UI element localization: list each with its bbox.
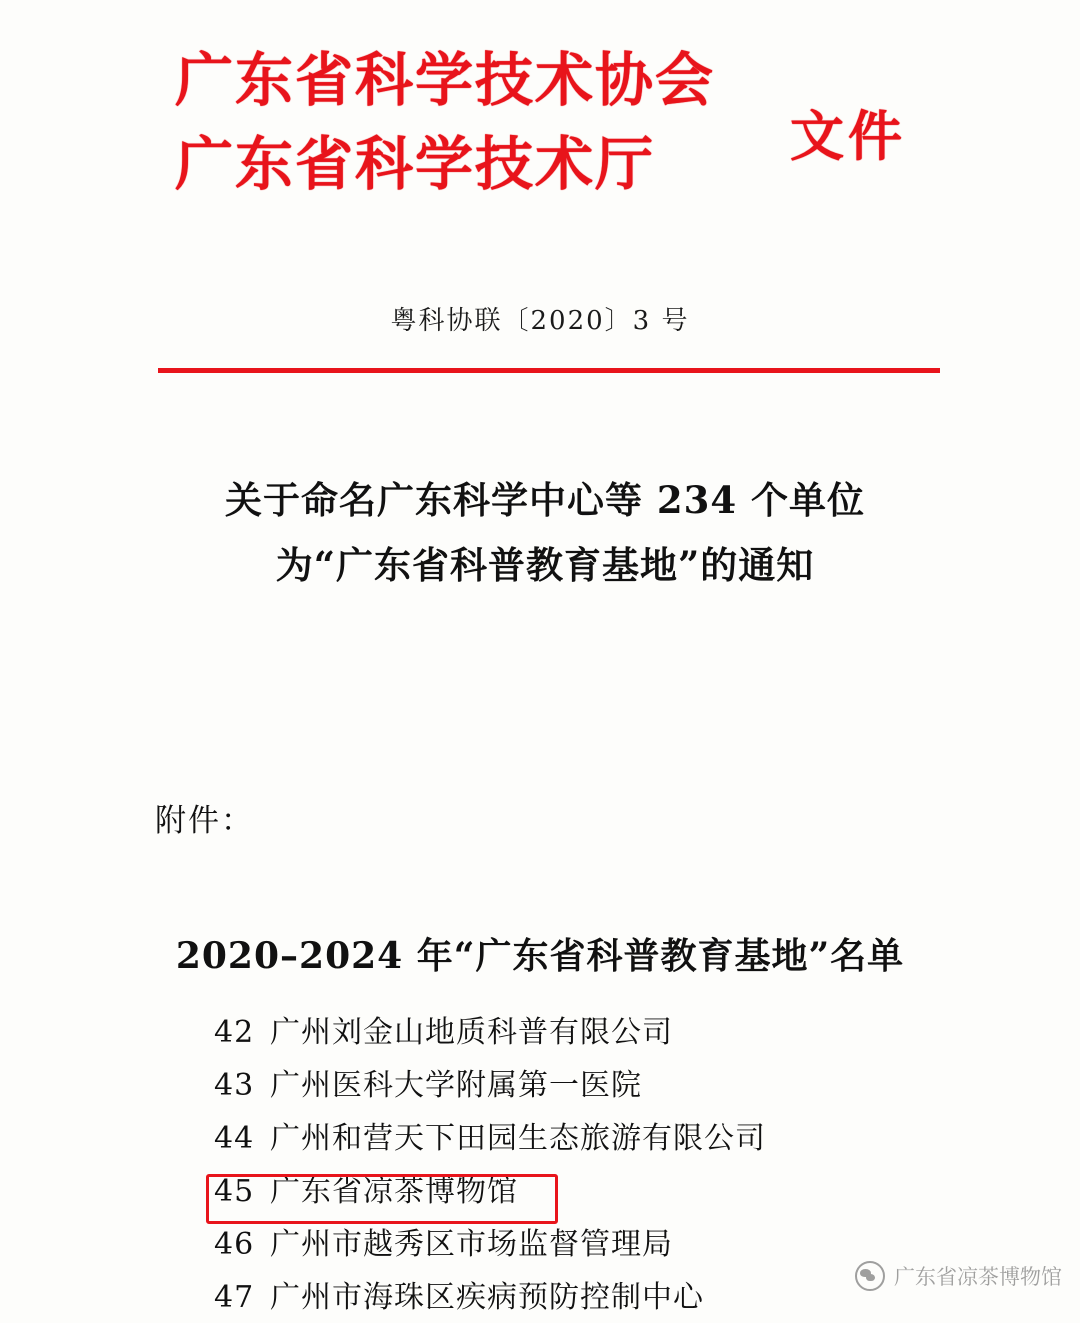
masthead-line-2: 广东省科学技术厅 — [175, 130, 656, 199]
masthead-document-word: 文件 — [790, 104, 906, 168]
list-item — [214, 1015, 914, 1071]
wechat-icon — [855, 1261, 885, 1291]
list-heading: 2020–2024 年“广东省科普教育基地”名单 — [175, 935, 905, 977]
document-masthead — [0, 28, 1080, 228]
watermark-badge — [855, 1261, 1062, 1291]
document-title — [150, 468, 940, 598]
list-item-label: 广州刘金山地质科普有限公司 — [270, 1015, 673, 1050]
red-divider-rule — [158, 368, 940, 373]
list-item-number: 42 — [214, 1015, 255, 1050]
list-item-number: 44 — [214, 1121, 255, 1156]
masthead-line-1: 广东省科学技术协会 — [175, 46, 716, 114]
list-item-number: 43 — [214, 1068, 255, 1103]
document-title-line-1: 关于命名广东科学中心等 234 个单位 — [225, 478, 865, 522]
list-item — [214, 1280, 914, 1336]
list-item — [214, 1121, 914, 1177]
masthead-issuer-names — [175, 38, 795, 206]
list-item-label: 广东省凉茶博物馆 — [270, 1174, 518, 1209]
list-item — [214, 1227, 914, 1283]
list-item-label: 广州医科大学附属第一医院 — [270, 1068, 642, 1103]
list-item-number: 45 — [214, 1174, 255, 1209]
attachment-label: 附件： — [155, 803, 254, 839]
list-item-label: 广州和营天下田园生态旅游有限公司 — [270, 1121, 766, 1156]
list-item — [214, 1068, 914, 1124]
document-title-line-2: 为“广东省科普教育基地”的通知 — [275, 542, 815, 587]
list-item-label: 广州市海珠区疾病预防控制中心 — [270, 1280, 704, 1315]
watermark-label: 广东省凉茶博物馆 — [894, 1265, 1062, 1289]
list-item-label: 广州市越秀区市场监督管理局 — [270, 1227, 673, 1262]
document-number: 粤科协联〔2020〕3 号 — [390, 306, 690, 336]
highlight-annotation-box — [206, 1174, 558, 1224]
list-item-number: 46 — [214, 1227, 255, 1262]
list-item-number: 47 — [214, 1280, 255, 1315]
